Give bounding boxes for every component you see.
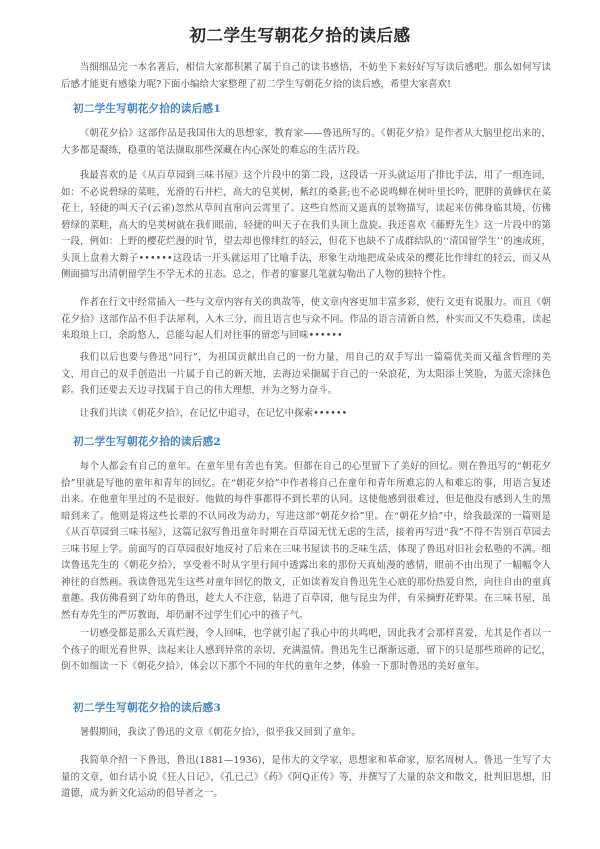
section-1-paragraph-3: 作者在行文中经常插入一些与文章内容有关的典故等，使文章内容更加丰富多彩，使行文更有说服力。而且《朝花夕拾》这部作品不但手法犀利，入木三分，而且语言也与众不同。作品的语言清新自然，朴实而又不失稳重，读起来琅琅上口，余韵悠人，总能勾起人们对往事的留恋与回味•••••• <box>61 297 551 341</box>
section-3-paragraph-1: 暑假期间，我读了鲁迅的文章《朝花夕拾》，似乎我又回到了童年。 <box>79 727 361 738</box>
section-1-paragraph-4: 我们以后也要与鲁迅“同行”，为祖国贡献出自己的一份力量，用自己的双手写出一篇篇优美而又蕴含哲理的美文，用自己的双手创造出一片属于自己的新天地，去海边采撷属于自己的一朵浪花，为太阳添上笑脸，为蓝天涂抹色彩。我们还要去天边寻找属于自己的伟大理想，并为之努力奋斗。 <box>61 352 551 396</box>
section-2-paragraph-1: 每个人都会有自己的童年。在童年里有苦也有笑。但都在自己的心里留下了美好的回忆。则在鲁迅写的“朝花夕拾”里就是写他的童年和青年的回忆。在“朝花夕拾”中作者将自己在童年和青年所难忘的人和难忘的事，用语言复述出来。在他童年里过的不是很好。他做的每件事都得不到长辈的认同。这使他感到很难过，但是他没有感到人生的黑暗到来了。他则是将这些长辈的不认同改为动力，写进这部“朝花夕拾”里。在“朝花夕拾”中，给我最深的一篇则是《从百草园到三味书屋》，这篇记叙写鲁迅童年时期在百草园无忧无虑的生活，接着再写进“我”不得不告别百草园去三味书屋上学。前面写的百草园很好地反衬了后来在三味书屋读书的乏味生活，体现了鲁迅对旧社会私塾的不满。细读鲁迅先生的《朝花夕拾》，享受着不时从字里行间中透露出来的那份天真灿漫的感情，眼前不由出现了一幅幅令人神往的自然画。我读鲁迅先生这些对童年回忆的散文，正如读着发自鲁迅先生心底的那份热爱自然，向往自由的童真童趣。我仿佛看到了幼年的鲁迅，趁大人不注意，钻进了百草园，他与昆虫为伴，有采摘野花野果。在三味书屋，虽然有寿先生的严厉教诲，却仍耐不过学生们心中的孩子气。 <box>61 461 551 621</box>
section-heading-2: 初二学生写朝花夕拾的读后感2 <box>73 436 221 448</box>
section-heading-3: 初二学生写朝花夕拾的读后感3 <box>73 702 221 714</box>
section-heading-1: 初二学生写朝花夕拾的读后感1 <box>73 103 221 115</box>
section-1-paragraph-5: 让我们共读《朝花夕拾》，在记忆中追寻，在记忆中探索•••••• <box>79 408 348 419</box>
section-1-paragraph-1: 《朝花夕拾》这部作品是我国伟大的思想家，教育家——鲁迅所写的。《朝花夕拾》是作者从大脑里挖出来的，大多都是凝练，稳重的笔法撷取那些深藏在内心深处的难忘的生活片段。 <box>61 128 551 156</box>
section-2-paragraph-2: 一切感受都是那么天真烂漫，令人回味，也学就引起了我心中的共鸣吧，因此我才会那样喜爱，尤其是作者以一个孩子的眼光看世界，读起来让人感到异常的亲切，充满温情。鲁迅先生已渐渐远逝，留下的只是那些琐碎的记忆，倒不如细读一下《朝花夕拾》，体会以下那个不同的年代的童年之梦，体验一下那时鲁迅的美好童年。 <box>61 628 551 672</box>
intro-paragraph: 当细细品完一本名著后，相信大家都积累了属于自己的读书感悟，不妨坐下来好好写写读后感吧。那么如何写读后感才能更有感染力呢?下面小编给大家整理了初二学生写朝花夕拾的读后感，希望大家喜欢! <box>61 62 551 90</box>
page-title: 初二学生写朝花夕拾的读后感 <box>189 26 411 45</box>
section-3-paragraph-2: 我简单介绍一下鲁迅，鲁迅(1881—1936)，是伟大的文学家，思想家和革命家，原名周树人。鲁迅一生写了大量的文章，如台话小说《狂人日记》，《孔已己》《药》《阿Q正传》等，并撰写了大量的杂文和散文，批判旧思想，旧道德，成为新文化运动的倡导者之一。 <box>61 755 551 799</box>
section-1-paragraph-2: 我最喜欢的是《从百草园到三味书屋》这个片段中的第二段，这段话一开头就运用了排比手法，用了一组连词，如：不必说碧绿的菜畦，光滑的石井栏，高大的皂荚树，紫红的桑葚;也不必说鸣蝉在树叶里长吟，肥胖的黄蜂伏在菜花上，轻捷的叫天子(云雀)忽然从草间直窜向云霄里了。这些自然而又遥真的景物描写，读起来仿佛身临其境，仿佛碧绿的菜畦，高大的皂荚树就在我们眼前，轻捷的叫天子在我们头顶上盘旋。我还喜欢《藤野先生》这一片段中的第一段，例如：上野的樱花烂漫的时节，望去却也像绯红的轻云，但花下也缺不了成群结队的‘‘清国留学生’’的速成班，头顶上盘着大辫子••••••这段话一开头就运用了比喻手法，形象生动地把成朵成朵的樱花比作绯红的轻云，而又从侧面描写出清朝留学生不学无术的丑态。总之，作者的寥寥几笔就勾勒出了人物的独特个性。 <box>61 170 551 280</box>
